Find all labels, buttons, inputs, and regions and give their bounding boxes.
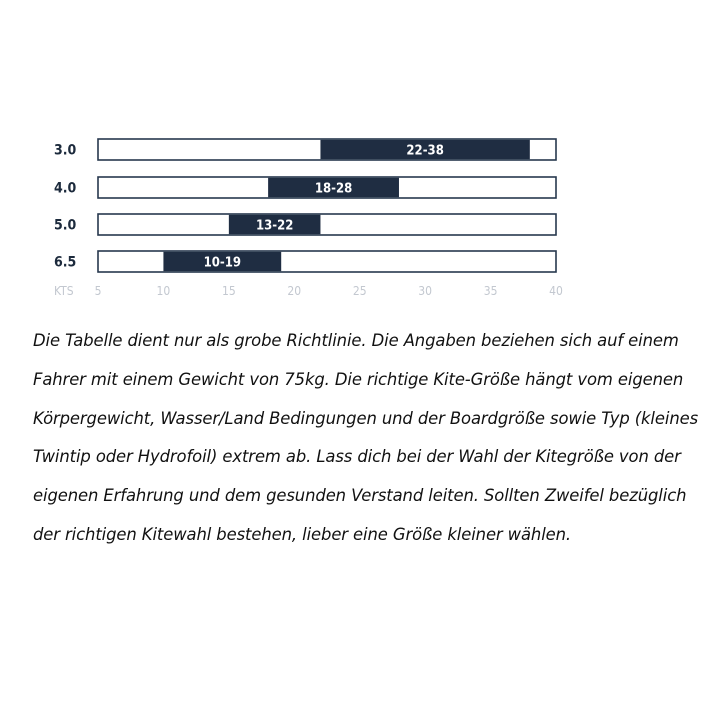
x-tick-label: 35 (483, 284, 498, 298)
kite-size-label: 3.0 (54, 142, 77, 159)
kite-size-wind-range-chart (0, 0, 720, 310)
kite-size-label: 5.0 (54, 217, 77, 234)
kite-size-label: 4.0 (54, 180, 77, 197)
wind-range-label: 13-22 (255, 218, 294, 234)
x-axis-label: KTS (54, 284, 74, 298)
x-tick-label: 5 (94, 284, 102, 298)
x-tick-label: 25 (352, 284, 367, 298)
wind-range-label: 10-19 (203, 255, 242, 271)
disclaimer-text: Die Tabelle dient nur als grobe Richtlinie. Die Angaben beziehen sich auf einem Fahrer mit einem Gewicht von 75kg. Die richtige Kite-Größe hängt vom eigenen Körpergewicht, Wasser/Land Bedingungen und der Boardgröße sowie Typ (kleines Twintip oder Hydrofoil) extrem ab. Lass dich bei der Wahl der Kitegröße von der eigenen Erfahrung und dem gesunden Verstand leiten. Sollten Zweifel bezüglich der richtigen Kitewahl bestehen, lieber eine Größe kleiner wählen. (33, 331, 699, 544)
x-tick-label: 15 (221, 284, 236, 298)
x-tick-label: 30 (418, 284, 433, 298)
x-tick-label: 20 (287, 284, 302, 298)
wind-range-label: 18-28 (314, 181, 353, 197)
wind-range-label: 22-38 (406, 143, 444, 159)
row-track (98, 214, 556, 235)
x-tick-label: 40 (549, 284, 563, 298)
x-tick-label: 10 (156, 284, 171, 298)
kite-size-label: 6.5 (54, 254, 77, 271)
